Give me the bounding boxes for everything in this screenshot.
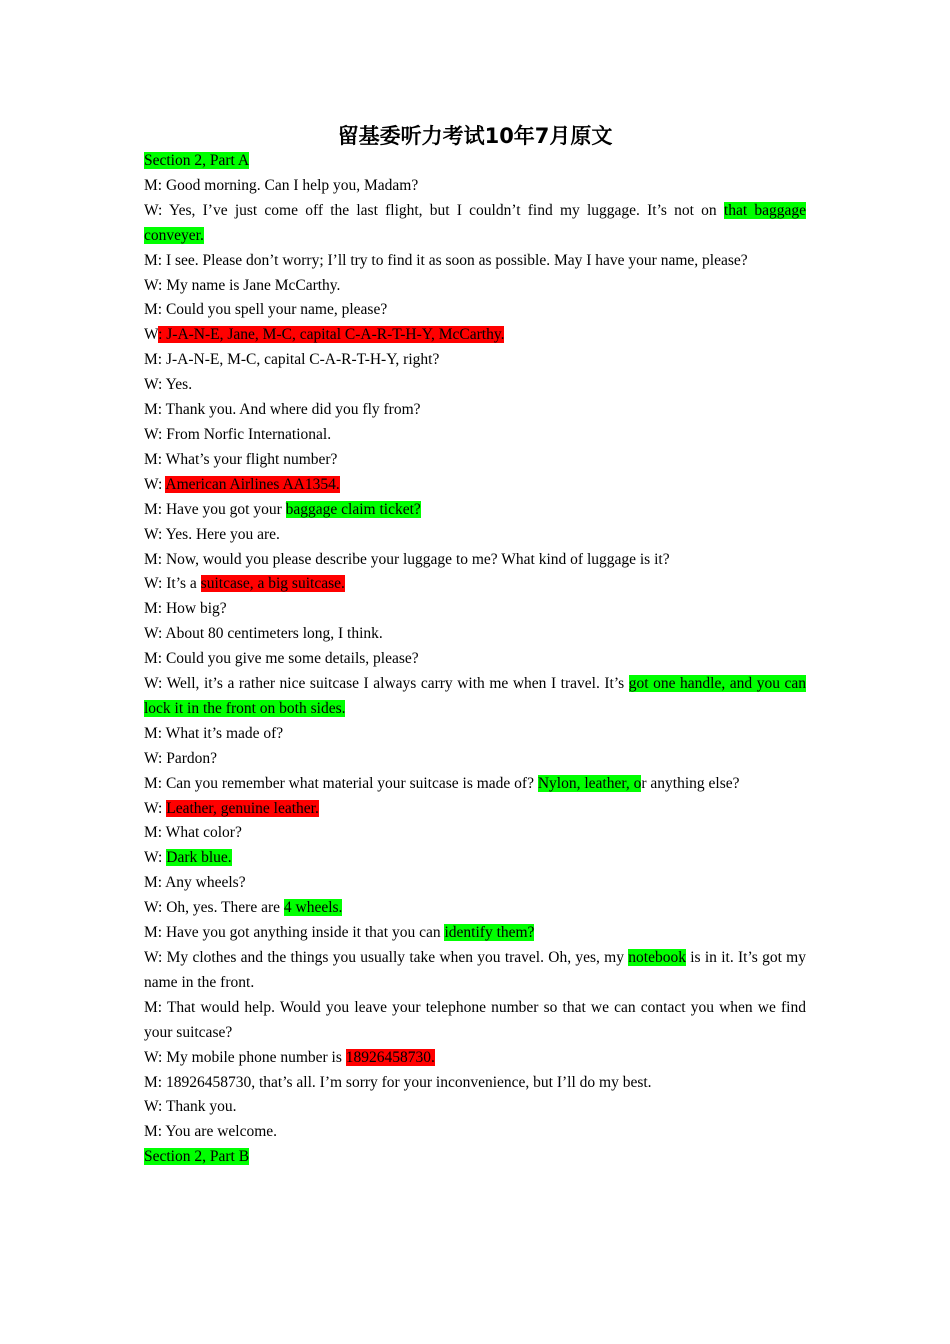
line-text: M: J-A-N-E, M-C, capital C-A-R-T-H-Y, right? — [144, 351, 440, 369]
highlight-red: 18926458730. — [345, 1048, 435, 1066]
dialogue-line — [144, 797, 806, 822]
transcript-body — [144, 149, 806, 1170]
line-text: M: What’s your flight number? — [144, 450, 338, 468]
line-text: W: Thank you. — [144, 1098, 237, 1116]
dialogue-line — [144, 398, 806, 423]
dialogue-line — [144, 423, 806, 448]
dialogue-line — [144, 548, 806, 573]
line-text: M: Can you remember what material your suitcase is made of? — [144, 774, 538, 792]
line-text: W: — [144, 475, 166, 493]
highlight-green: identify them? — [444, 924, 535, 942]
dialogue-line — [144, 174, 806, 199]
line-text: W: — [144, 799, 167, 817]
dialogue-line — [144, 298, 806, 323]
highlight-green: Section 2, Part A — [144, 152, 250, 169]
line-text: M: You are welcome. — [144, 1123, 278, 1141]
line-text: M: Have you got anything inside it that you can — [144, 924, 445, 942]
line-text: W: — [144, 849, 167, 867]
highlight-green: baggage claim ticket? — [285, 500, 421, 518]
highlight-green: notebook — [628, 949, 686, 966]
dialogue-line — [144, 821, 806, 846]
line-text: W: About 80 centimeters long, I think. — [144, 625, 383, 643]
line-text: W: Yes, I’ve just come off the last flight, but I couldn’t find my luggage. It’s not on — [144, 201, 724, 219]
line-text: is in it. It’s got my name in the front. — [144, 949, 806, 991]
line-text: W: Yes. — [144, 376, 193, 394]
highlight-red: suitcase, a big suitcase. — [200, 575, 345, 593]
dialogue-line — [144, 1095, 806, 1120]
document-title: 留基委听力考试10年7月原文 — [337, 124, 613, 148]
highlight-red: : J-A-N-E, Jane, M-C, capital C-A-R-T-H-Y, McCarthy. — [158, 326, 505, 344]
section-heading — [144, 1145, 806, 1170]
line-text: M: 18926458730, that’s all. I’m sorry for your inconvenience, but I’ll do my best. — [144, 1073, 652, 1091]
line-text: M: Thank you. And where did you fly from? — [144, 401, 421, 419]
dialogue-line — [144, 199, 806, 249]
line-text: M: I see. Please don’t worry; I’ll try to find it as soon as possible. May I have your name, please? — [144, 251, 748, 269]
line-text: W: From Norfic International. — [144, 425, 332, 443]
line-text: M: What color? — [144, 824, 242, 842]
line-text: W: My clothes and the things you usually take when you travel. Oh, yes, my — [144, 949, 629, 966]
line-text: M: What it’s made of? — [144, 724, 284, 742]
line-text: W: My name is Jane McCarthy. — [144, 276, 341, 294]
dialogue-line — [144, 348, 806, 373]
section-heading — [144, 149, 806, 174]
dialogue-line — [144, 448, 806, 473]
dialogue-line — [144, 772, 806, 797]
highlight-green: Section 2, Part B — [144, 1148, 250, 1166]
dialogue-line — [144, 523, 806, 548]
dialogue-line — [144, 498, 806, 523]
line-text: W: Pardon? — [144, 749, 218, 767]
dialogue-line — [144, 572, 806, 597]
dialogue-line — [144, 473, 806, 498]
line-text: W: Yes. Here you are. — [144, 525, 280, 543]
highlight-green: got one handle, and you can lock it in the front on both sides. — [144, 675, 807, 717]
line-text: W: My mobile phone number is — [144, 1048, 346, 1066]
highlight-green: Dark blue. — [166, 849, 232, 867]
line-text: W: Well, it’s a rather nice suitcase I always carry with me when I travel. It’s — [144, 675, 629, 693]
line-text: M: Now, would you please describe your luggage to me? What kind of luggage is it? — [144, 550, 670, 568]
dialogue-line — [144, 323, 806, 348]
dialogue-line — [144, 1071, 806, 1096]
dialogue-line — [144, 996, 806, 1046]
dialogue-line — [144, 622, 806, 647]
highlight-green: Nylon, leather, o — [537, 774, 642, 792]
highlight-red: Leather, genuine leather. — [166, 799, 319, 817]
line-text: M: Any wheels? — [144, 874, 246, 892]
highlight-green: 4 wheels. — [283, 899, 343, 917]
line-text: M: Good morning. Can I help you, Madam? — [144, 176, 419, 194]
dialogue-line — [144, 896, 806, 921]
line-text: r anything else? — [641, 774, 740, 792]
dialogue-line — [144, 647, 806, 672]
line-text: M: That would help. Would you leave your telephone number so that we can contact you when we find your suitcase? — [144, 998, 806, 1041]
dialogue-line — [144, 597, 806, 622]
line-text: M: Could you spell your name, please? — [144, 301, 388, 319]
dialogue-line — [144, 1120, 806, 1145]
highlight-green: that baggage conveyer. — [144, 201, 806, 244]
dialogue-line — [144, 373, 806, 398]
dialogue-line — [144, 921, 806, 946]
dialogue-line — [144, 747, 806, 772]
dialogue-line — [144, 871, 806, 896]
line-text: M: Could you give me some details, please? — [144, 650, 419, 668]
line-text: M: How big? — [144, 600, 227, 618]
dialogue-line — [144, 846, 806, 871]
dialogue-line — [144, 722, 806, 747]
line-text: W: It’s a — [144, 575, 201, 593]
dialogue-line — [144, 249, 806, 274]
dialogue-line — [144, 946, 806, 996]
dialogue-line — [144, 1046, 806, 1071]
dialogue-line — [144, 274, 806, 299]
dialogue-line — [144, 672, 806, 722]
line-text: W: Oh, yes. There are — [144, 899, 284, 917]
line-text: W — [144, 326, 159, 344]
highlight-red: American Airlines AA1354. — [165, 475, 340, 493]
line-text: M: Have you got your — [144, 500, 286, 518]
